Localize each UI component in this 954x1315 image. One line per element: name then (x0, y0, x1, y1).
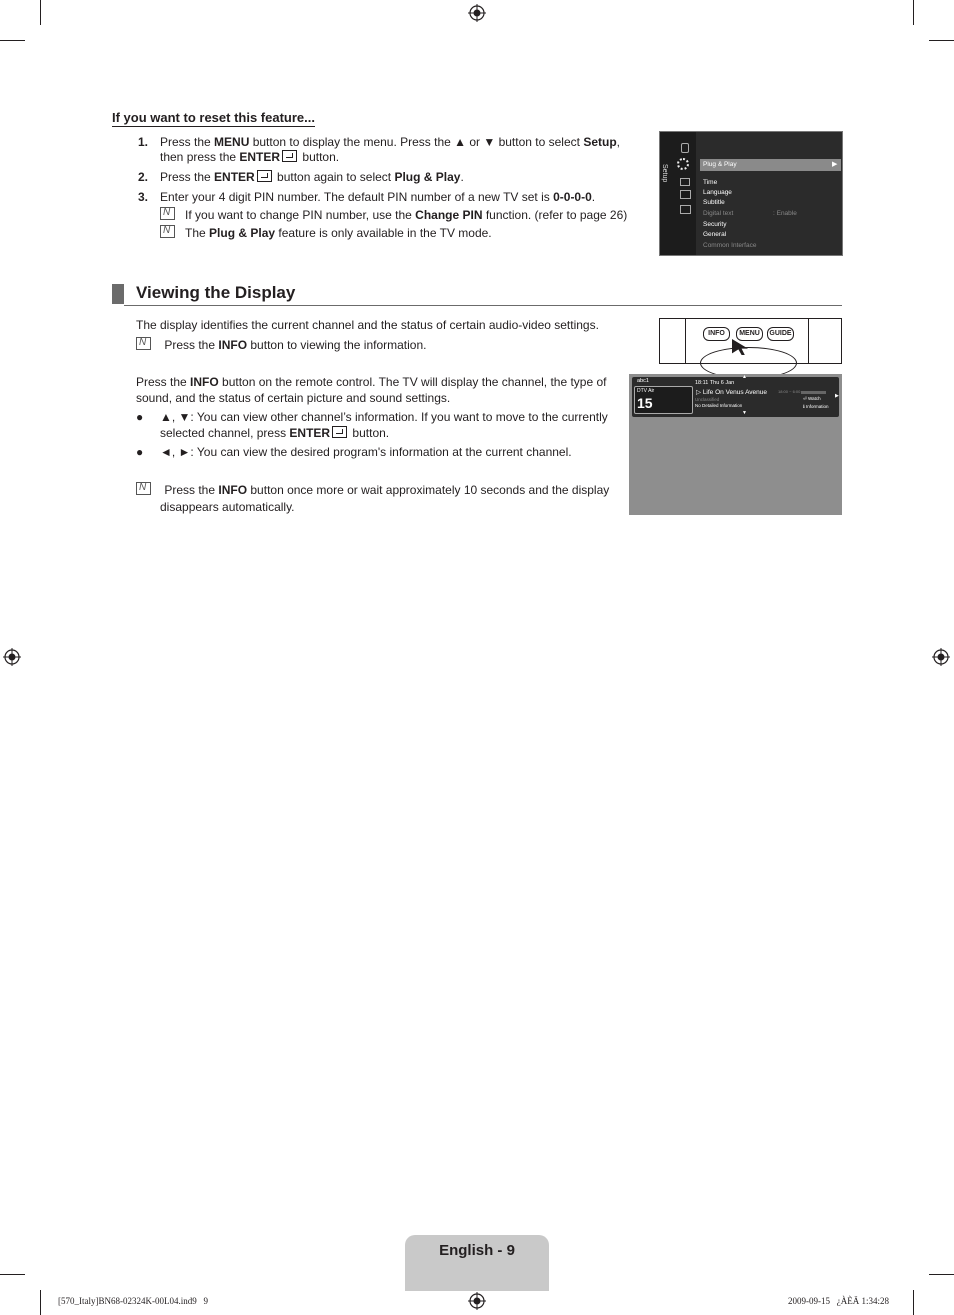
channel-number: 15 (637, 395, 653, 411)
program-rating: Unclassified (695, 397, 720, 402)
info-paragraph: Press the INFO button on the remote control. The TV will display the channel, the type of (136, 375, 607, 389)
page-label: English - 9 (439, 1242, 515, 1259)
menu-button[interactable]: MENU (736, 327, 763, 341)
menu-item-language[interactable]: Language (703, 189, 732, 196)
registration-mark-icon (3, 648, 21, 666)
info-button[interactable]: INFO (703, 327, 730, 341)
section-rule (124, 305, 842, 306)
digital-text-value: : Enable (773, 210, 797, 217)
info-display-screenshot (629, 374, 842, 515)
menu-item-security[interactable]: Security (703, 221, 727, 228)
step-text: then press the ENTER button. (160, 150, 340, 164)
note-text: N The Plug & Play feature is only available in the TV mode. (160, 225, 492, 241)
channel-name: abc1 (637, 378, 649, 384)
menu-item-common-interface: Common Interface (703, 242, 757, 249)
arrow-right-icon: ▶ (835, 393, 839, 399)
note-icon (136, 482, 151, 495)
enter-icon (257, 170, 272, 182)
step-number: 2. (138, 170, 149, 184)
menu-item-general[interactable]: General (703, 231, 727, 238)
datetime: 18:11 Thu 6 Jan (695, 380, 735, 386)
bullet-dot: ● (136, 445, 144, 459)
gear-icon (677, 158, 689, 170)
menu-item-plug-and-play[interactable]: Plug & Play (703, 161, 737, 168)
note-icon (160, 207, 175, 220)
footer-file: [570_Italy]BN68-02324K-00L04.ind9 9 (58, 1296, 208, 1306)
footer-date: 2009-09-15 ¿ÀÈÄ 1:34:28 (788, 1296, 889, 1306)
input-icon (680, 205, 691, 214)
bullet-dot: ● (136, 410, 144, 424)
registration-mark-icon (468, 1292, 486, 1310)
step-text: Press the ENTER button again to select Plug & Play. (160, 170, 464, 184)
step-text: Press the MENU button to display the menu. Press the ▲ or ▼ button to select Setup, (160, 135, 620, 149)
registration-mark-icon (468, 4, 486, 22)
bullet-text: ▲, ▼: You can view other channel’s information. If you want to move to the currently (160, 410, 608, 424)
sound-icon (680, 178, 690, 186)
final-note: disappears automatically. (160, 500, 295, 514)
intro-text: The display identifies the current channel and the status of certain audio-video settings. (136, 318, 599, 332)
menu-item-subtitle[interactable]: Subtitle (703, 199, 725, 206)
info-paragraph: sound, and the status of certain picture and sound settings. (136, 391, 451, 405)
registration-mark-icon (932, 648, 950, 666)
step-number: 3. (138, 190, 149, 204)
program-detail: No Detailed Information (695, 403, 743, 408)
remote-note: N Press the INFO button to viewing the information. (136, 337, 426, 353)
channel-type: DTV Air (637, 388, 655, 394)
enter-icon (282, 150, 297, 162)
progress-bar (801, 391, 826, 394)
time-range: 18:00 ~ 6:00 (778, 389, 801, 394)
note-text: N If you want to change PIN number, use the Change PIN function. (refer to page 26) (160, 207, 627, 223)
enter-icon (332, 426, 347, 438)
arrow-right-icon: ▶ (832, 161, 838, 168)
reset-heading: If you want to reset this feature... (112, 110, 315, 125)
menu-item-time[interactable]: Time (703, 179, 718, 186)
final-note: N Press the INFO button once more or wait approximately 10 seconds and the display (136, 482, 609, 498)
menu-item-digital-text: Digital text (703, 210, 734, 217)
step-text: Enter your 4 digit PIN number. The default PIN number of a new TV set is 0-0-0-0. (160, 190, 596, 204)
watch-hint: ⏎ Watch (803, 396, 821, 401)
setup-side-label: Setup (661, 164, 668, 183)
information-hint: ℹ Information (803, 404, 829, 409)
remote-control-image (659, 318, 842, 364)
section-bar-icon (112, 284, 124, 304)
arrow-down-icon: ▼ (742, 410, 747, 416)
arrow-up-icon: ▲ (742, 374, 747, 380)
setup-menu-screenshot (659, 131, 843, 256)
step-number: 1. (138, 135, 149, 149)
program-title: ▷ Life On Venus Avenue (696, 389, 768, 396)
bullet-text: selected channel, press ENTER button. (160, 426, 390, 440)
note-icon (160, 225, 175, 238)
picture-icon (680, 190, 691, 199)
remote-note-icon (136, 337, 151, 350)
section-title: Viewing the Display (136, 283, 296, 302)
bullet-text: ◄, ►: You can view the desired program's information at the current channel. (160, 445, 572, 459)
channel-icon (681, 143, 689, 153)
guide-button[interactable]: GUIDE (767, 327, 794, 341)
